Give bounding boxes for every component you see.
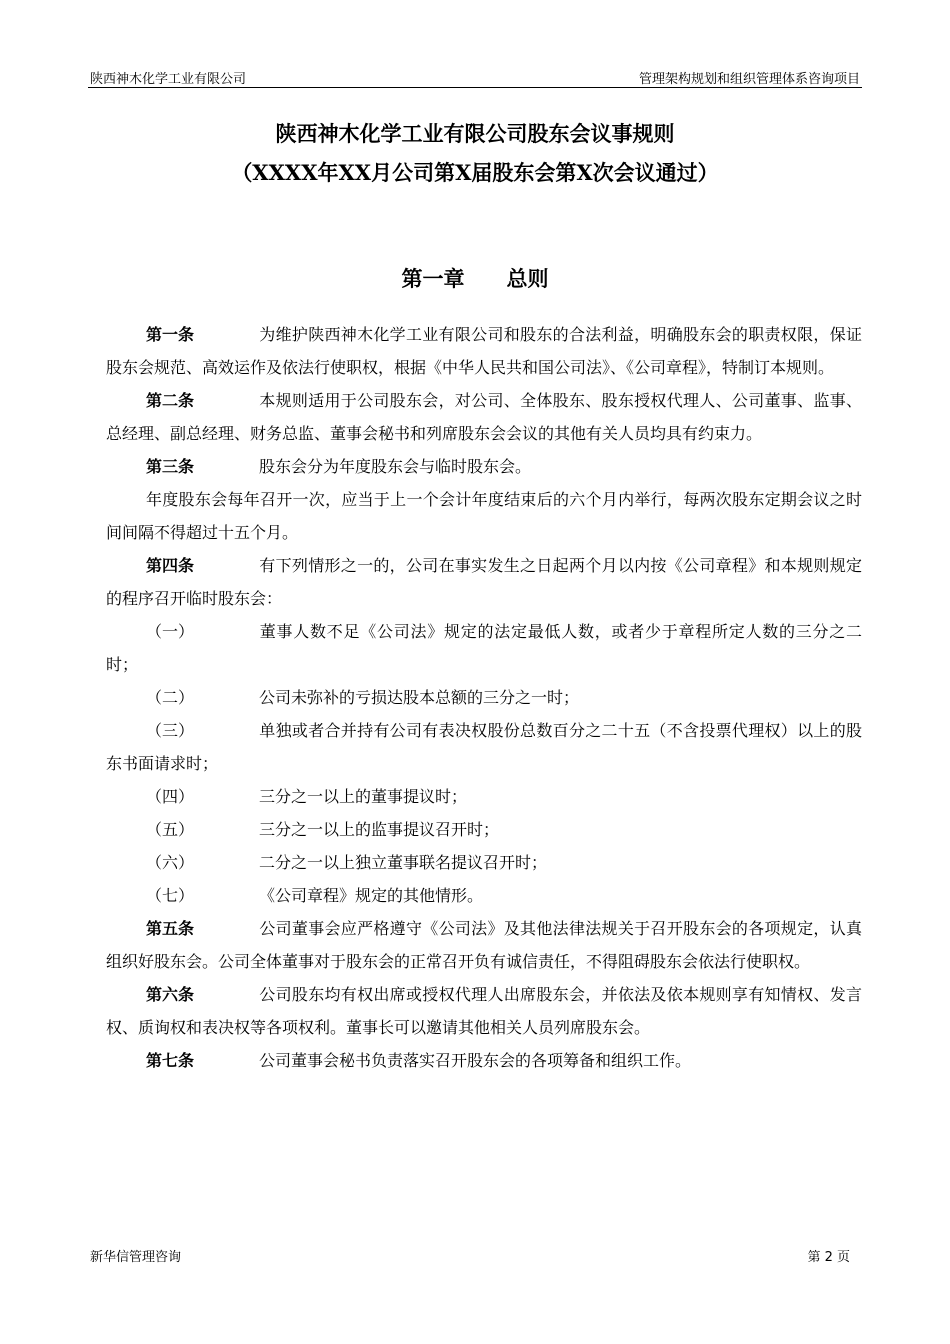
list-item-number: （四） bbox=[146, 787, 195, 806]
list-item-number: （二） bbox=[146, 688, 195, 707]
list-item bbox=[106, 615, 862, 681]
list-item-text: 二分之一以上独立董事联名提议召开时； bbox=[259, 853, 548, 872]
article-label: 第六条 bbox=[146, 985, 195, 1004]
article-paragraph bbox=[106, 912, 862, 978]
footer-firm: 新华信管理咨询 bbox=[90, 1250, 182, 1265]
document-body bbox=[106, 318, 862, 1077]
article-label: 第四条 bbox=[146, 556, 195, 575]
list-item-number: （七） bbox=[146, 886, 195, 905]
list-item-text: 三分之一以上的监事提议召开时； bbox=[259, 820, 500, 839]
list-item-text: 《公司章程》规定的其他情形。 bbox=[259, 886, 484, 905]
list-item bbox=[106, 813, 862, 846]
article-paragraph bbox=[106, 318, 862, 384]
article-paragraph bbox=[106, 1044, 862, 1077]
list-item-text: 单独或者合并持有公司有表决权股份总数百分之二十五（不含投票代理权）以上的股东书面请求时； bbox=[106, 721, 862, 773]
list-item bbox=[106, 780, 862, 813]
article-paragraph bbox=[106, 384, 862, 450]
article-text: 本规则适用于公司股东会，对公司、全体股东、股东授权代理人、公司董事、监事、总经理、副总经理、财务总监、董事会秘书和列席股东会会议的其他有关人员均具有约束力。 bbox=[106, 391, 862, 443]
header-project: 管理架构规划和组织管理体系咨询项目 bbox=[638, 72, 860, 87]
chapter-name: 总则 bbox=[506, 266, 549, 291]
list-item-number: （六） bbox=[146, 853, 195, 872]
page-number: 第 2 页 bbox=[807, 1250, 850, 1265]
article-label: 第一条 bbox=[146, 325, 195, 344]
list-item-text: 三分之一以上的董事提议时； bbox=[259, 787, 468, 806]
chapter-heading bbox=[88, 263, 862, 293]
article-label: 第七条 bbox=[146, 1051, 195, 1070]
article-paragraph bbox=[106, 450, 862, 483]
chapter-number: 第一章 bbox=[401, 266, 465, 291]
article-text: 公司董事会秘书负责落实召开股东会的各项筹备和组织工作。 bbox=[259, 1051, 692, 1070]
list-item-number: （五） bbox=[146, 820, 195, 839]
document-subtitle: （XXXX年XX月公司第X届股东会第X次会议通过） bbox=[231, 160, 719, 185]
list-item-text: 董事人数不足《公司法》规定的法定最低人数，或者少于章程所定人数的三分之二时； bbox=[106, 622, 862, 674]
article-label: 第二条 bbox=[146, 391, 195, 410]
list-item bbox=[106, 681, 862, 714]
article-text: 股东会分为年度股东会与临时股东会。 bbox=[259, 457, 532, 476]
article-text: 公司股东均有权出席或授权代理人出席股东会，并依法及依本规则享有知情权、发言权、质询权和表决权等各项权利。董事长可以邀请其他相关人员列席股东会。 bbox=[106, 985, 862, 1037]
article-label: 第三条 bbox=[146, 457, 195, 476]
page-header bbox=[88, 67, 862, 88]
list-item-number: （三） bbox=[146, 721, 195, 740]
article-text: 公司董事会应严格遵守《公司法》及其他法律法规关于召开股东会的各项规定，认真组织好股东会。公司全体董事对于股东会的正常召开负有诚信责任，不得阻碍股东会依法行使职权。 bbox=[106, 919, 862, 971]
article-label: 第五条 bbox=[146, 919, 195, 938]
list-item-text: 公司未弥补的亏损达股本总额的三分之一时； bbox=[259, 688, 580, 707]
list-item-number: （一） bbox=[146, 622, 195, 641]
list-item bbox=[106, 714, 862, 780]
article-text: 有下列情形之一的，公司在事实发生之日起两个月以内按《公司章程》和本规则规定的程序召开临时股东会： bbox=[106, 556, 862, 608]
list-item bbox=[106, 846, 862, 879]
article-paragraph bbox=[106, 549, 862, 615]
document-title: 陕西神木化学工业有限公司股东会议事规则 bbox=[275, 121, 675, 146]
header-company: 陕西神木化学工业有限公司 bbox=[90, 72, 247, 87]
body-paragraph bbox=[106, 483, 862, 549]
paragraph-text: 年度股东会每年召开一次，应当于上一个会计年度结束后的六个月内举行，每两次股东定期会议之时间间隔不得超过十五个月。 bbox=[106, 490, 862, 542]
article-text: 为维护陕西神木化学工业有限公司和股东的合法利益，明确股东会的职责权限，保证股东会规范、高效运作及依法行使职权，根据《中华人民共和国公司法》、《公司章程》，特制订本规则。 bbox=[106, 325, 862, 377]
article-paragraph bbox=[106, 978, 862, 1044]
list-item bbox=[106, 879, 862, 912]
